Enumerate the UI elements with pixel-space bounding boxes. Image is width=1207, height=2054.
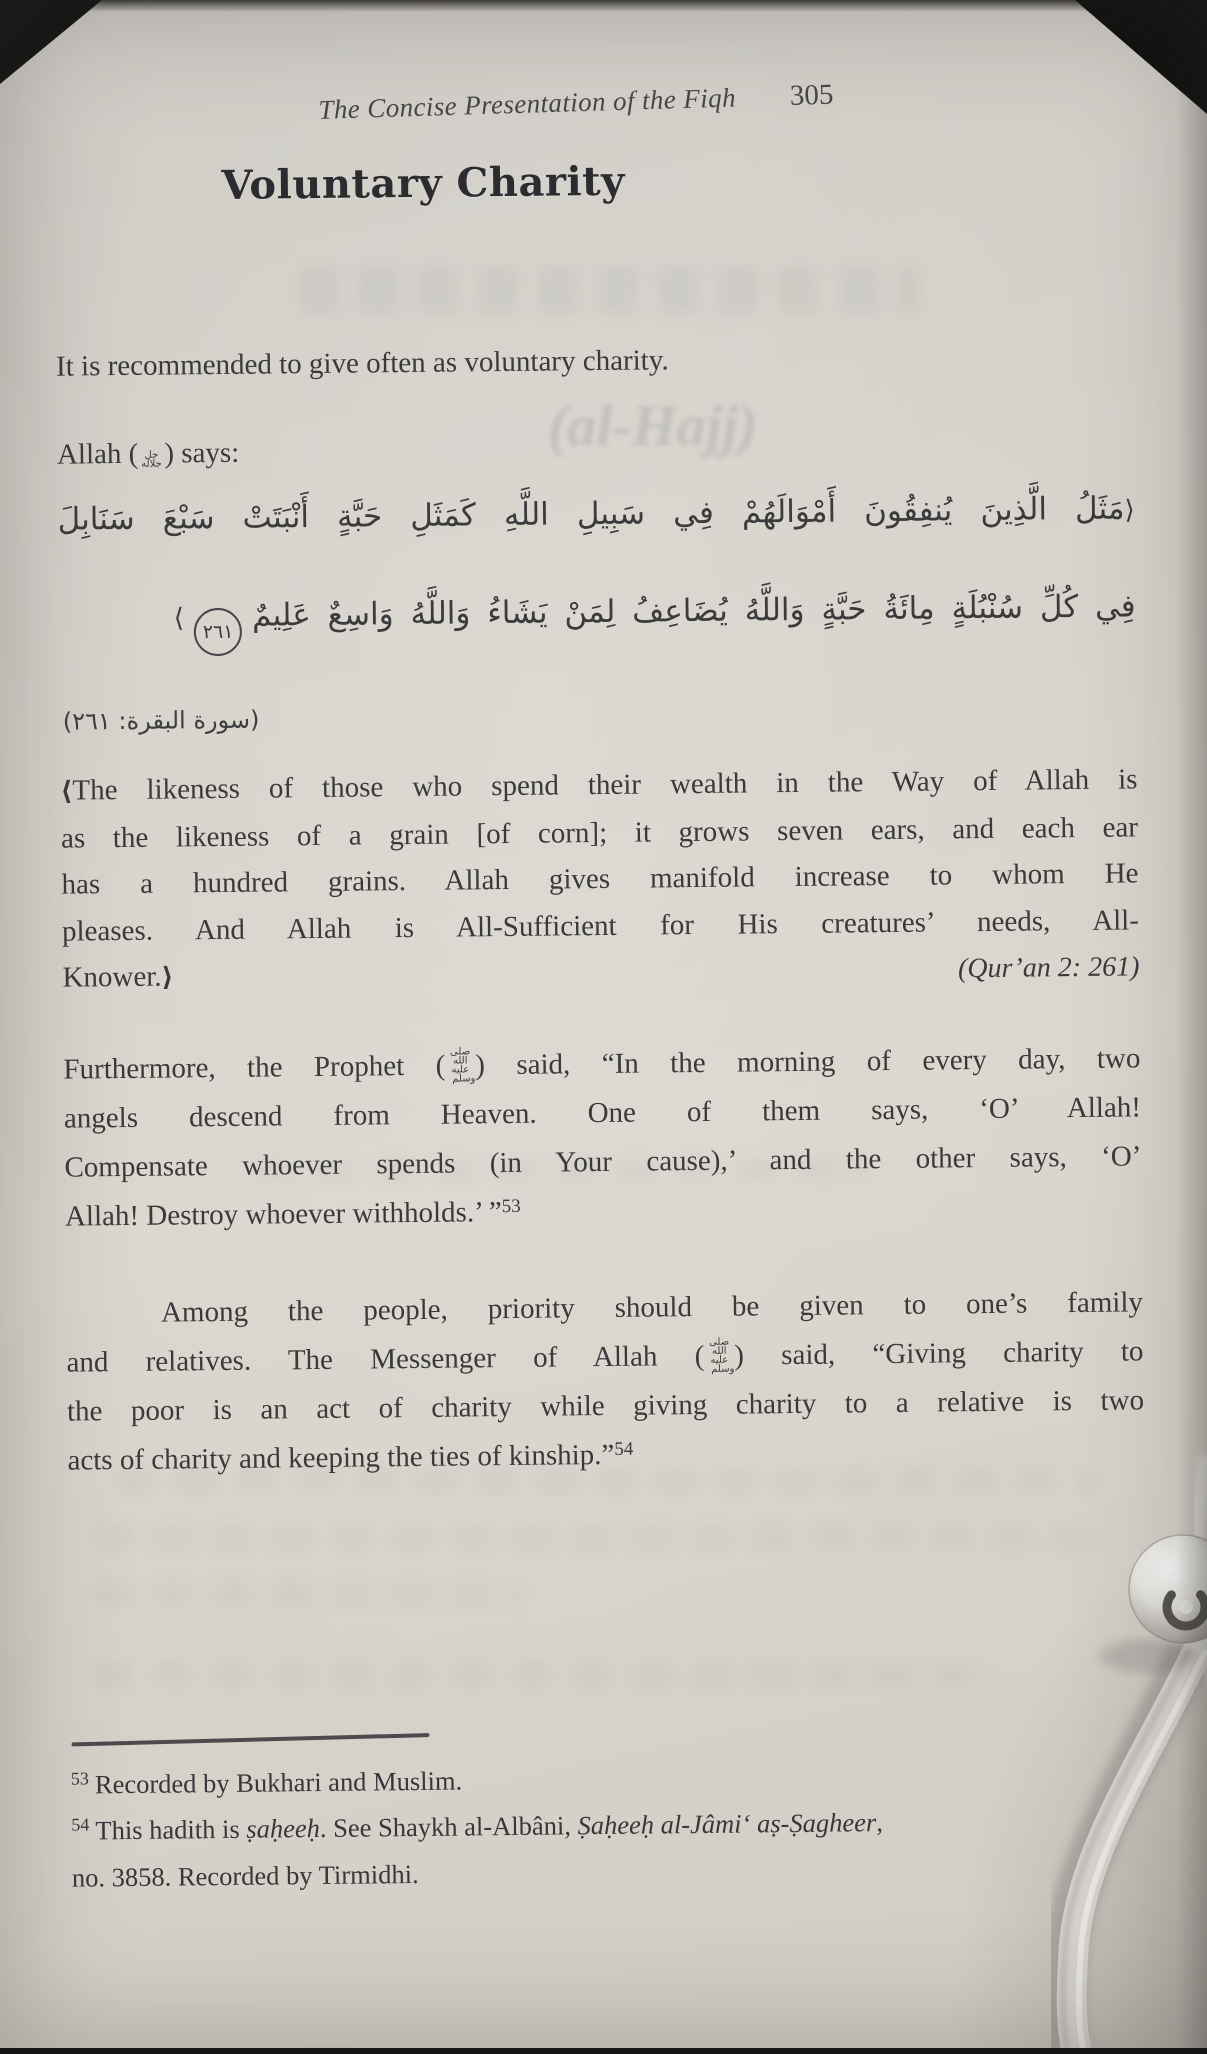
running-head bbox=[318, 79, 834, 127]
bleed-through-text: (al-Hajj) bbox=[548, 393, 758, 458]
chapter-title: Voluntary Charity bbox=[221, 157, 626, 209]
footnote-text: Recorded by Bukhari and Muslim. bbox=[94, 1765, 463, 1800]
hadith-text: Furthermore, the Prophet ( bbox=[63, 1049, 446, 1086]
allah-says-post: ) says: bbox=[164, 436, 240, 470]
family-line bbox=[67, 1425, 1144, 1485]
hadith-line: Compensate whoever spends (in Your cause),’ and the other says, ‘O’ bbox=[64, 1140, 1142, 1184]
hadith-paragraph bbox=[63, 1034, 1142, 1241]
family-charity-paragraph bbox=[66, 1278, 1145, 1485]
quran-verse-arabic-line1 bbox=[58, 490, 1135, 537]
verse-open-ornament: ⟨ bbox=[1124, 495, 1135, 526]
hadith-text: Allah! Destroy whoever withholds.’ ” bbox=[64, 1196, 502, 1233]
translation-line: has a hundred grains. Allah gives manifold increase to whom He bbox=[61, 857, 1139, 901]
footnote-text: . See Shaykh al-Albâni, bbox=[319, 1810, 578, 1844]
footnote-ref-53: 53 bbox=[501, 1195, 521, 1218]
hadith-line: angels descend from Heaven. One of them says, ‘O’ Allah! bbox=[63, 1091, 1142, 1135]
footnote-text: This hadith is bbox=[95, 1813, 247, 1846]
footnote-book-title: Ṣaḥeeḥ al-Jâmi‘ aṣ-Ṣagheer bbox=[577, 1807, 877, 1841]
allah-says-line bbox=[57, 420, 1134, 477]
translation-line: as the likeness of a grain [of corn]; it grows seven ears, and each ear bbox=[60, 810, 1139, 855]
photo-top-edge bbox=[0, 0, 1207, 12]
family-line: Among the people, priority should be given to one’s family bbox=[160, 1286, 1144, 1329]
footnote-number: 53 bbox=[70, 1768, 89, 1789]
quran-citation: (Qur’an 2: 261) bbox=[957, 951, 1140, 985]
family-text: and relatives. The Messenger of Allah ( bbox=[66, 1339, 705, 1379]
verse-translation bbox=[60, 756, 1139, 1002]
family-line: the poor is an act of charity while giving charity to a relative is two bbox=[66, 1384, 1145, 1428]
page-number: 305 bbox=[789, 78, 834, 112]
allah-says-pre: Allah ( bbox=[56, 437, 139, 471]
translation-end bbox=[62, 954, 173, 1003]
quote-open-ornament: ⟨ bbox=[60, 776, 73, 807]
translation-line: pleases. And Allah is All-Sufficient for His creatures’ needs, All- bbox=[61, 903, 1140, 948]
footnote-separator bbox=[71, 1733, 429, 1746]
ayah-number-circle: ٢٦١ bbox=[194, 608, 243, 657]
verse-close-ornament: ⟩ bbox=[173, 603, 185, 634]
intro-line: It is recommended to give often as voluntary charity. bbox=[55, 344, 669, 383]
saw-honorific: صلى الله عليه وسلم bbox=[709, 1336, 735, 1375]
translation-text: The likeness of those who spend their wealth in the Way of Allah is bbox=[72, 763, 1138, 807]
quote-close-ornament: ⟩ bbox=[161, 962, 174, 993]
running-title: The Concise Presentation of the Fiqh bbox=[318, 82, 737, 125]
family-text: ) said, “Giving charity to bbox=[734, 1335, 1144, 1372]
footnote-italic-term: ṣaḥeeḥ bbox=[246, 1813, 321, 1844]
footnote-line: no. 3858. Recorded by Tirmidhi. bbox=[71, 1858, 419, 1893]
verse-source-text: (سورة البقرة: ٢٦١) bbox=[62, 705, 260, 736]
translation-text: Knower. bbox=[62, 960, 162, 994]
saw-honorific: صلى الله عليه وسلم bbox=[449, 1046, 476, 1085]
jalla-jalaluhu-honorific: جل جلاله bbox=[141, 449, 162, 470]
corner-shade bbox=[947, 1528, 1207, 2048]
footnote-number: 54 bbox=[71, 1814, 90, 1835]
family-text: acts of charity and keeping the ties of kinship.” bbox=[67, 1438, 615, 1477]
quran-verse-arabic-line2 bbox=[59, 588, 1137, 657]
verse-source-arabic bbox=[63, 706, 260, 736]
hadith-line bbox=[65, 1181, 1142, 1241]
verse-arabic-text-1: مَثَلُ الَّذِينَ يُنفِقُونَ أَمْوَالَهُمْ فِي سَبِيلِ اللَّهِ كَمَثَلِ حَبَّةٍ أَنْبَتَتْ سَبْعَ سَنَابِلَ bbox=[57, 490, 1125, 538]
hadith-text: ) said, “In the morning of every day, two bbox=[475, 1042, 1141, 1082]
verse-arabic-text-2: فِي كُلِّ سُنْبُلَةٍ مِائَةُ حَبَّةٍ وَاللَّهُ يُضَاعِفُ لِمَنْ يَشَاءُ وَاللَّهُ وَاسِعٌ عَلِيمٌ bbox=[251, 588, 1136, 634]
footnote-text: , bbox=[876, 1807, 884, 1838]
footnote-ref-54: 54 bbox=[614, 1438, 634, 1460]
